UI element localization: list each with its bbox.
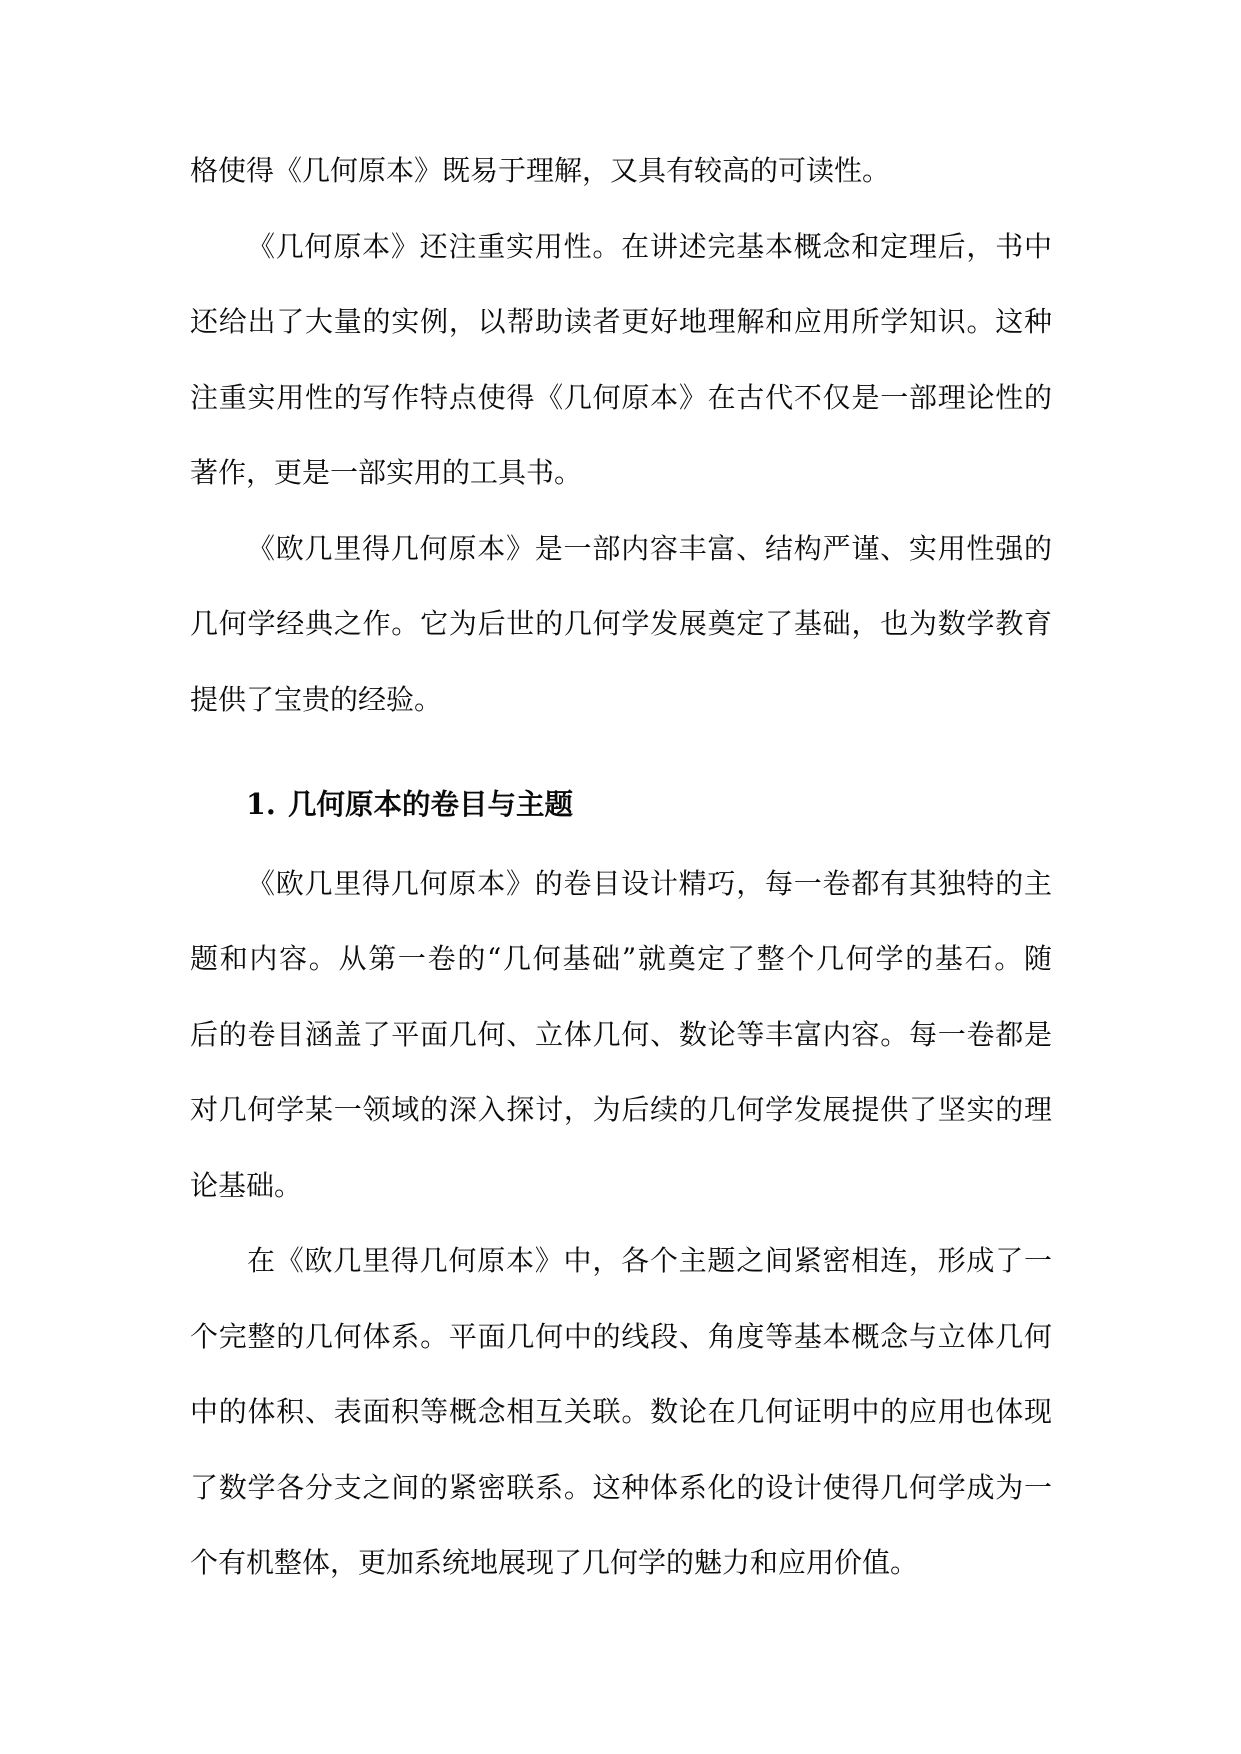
document-body: [190, 133, 1052, 1601]
paragraph: [190, 209, 1052, 511]
paragraph: [190, 511, 1052, 738]
paragraph: [190, 133, 1052, 209]
paragraph-line: 提供了宝贵的经验。: [190, 682, 443, 716]
paragraph-line: 了数学各分支之间的紧密联系。这种体系化的设计使得几何学成为一: [190, 1470, 1052, 1504]
paragraph-line: 在《欧几里得几何原本》中，各个主题之间紧密相连，形成了一: [247, 1244, 1052, 1277]
paragraph-line: 《欧几里得几何原本》的卷目设计精巧，每一卷都有其独特的主: [247, 866, 1052, 900]
paragraph: [190, 846, 1052, 1224]
paragraph-line: 论基础。: [190, 1168, 303, 1202]
paragraph-line: 题和内容。从第一卷的“几何基础”就奠定了整个几何学的基石。随: [190, 942, 1052, 975]
paragraph-line: 著作，更是一部实用的工具书。: [190, 456, 583, 489]
paragraph-line: 个有机整体，更加系统地展现了几何学的魅力和应用价值。: [190, 1546, 919, 1579]
paragraph-line: 《几何原本》还注重实用性。在讲述完基本概念和定理后，书中: [247, 229, 1052, 263]
paragraph-line: 格使得《几何原本》既易于理解，又具有较高的可读性。: [190, 154, 891, 187]
paragraph-line: 几何学经典之作。它为后世的几何学发展奠定了基础，也为数学教育: [190, 607, 1052, 640]
paragraph-line: 注重实用性的写作特点使得《几何原本》在古代不仅是一部理论性的: [190, 380, 1052, 414]
paragraph-line: 中的体积、表面积等概念相互关联。数论在几何证明中的应用也体现: [190, 1395, 1052, 1428]
paragraph-line: 后的卷目涵盖了平面几何、立体几何、数论等丰富内容。每一卷都是: [190, 1017, 1052, 1051]
section-heading: [190, 767, 1052, 843]
paragraph-line: 个完整的几何体系。平面几何中的线段、角度等基本概念与立体几何: [190, 1319, 1052, 1353]
section-number: 1.: [246, 787, 276, 821]
paragraph-line: 《欧几里得几何原本》是一部内容丰富、结构严谨、实用性强的: [247, 531, 1052, 565]
section-title: 几何原本的卷目与主题: [288, 787, 574, 821]
paragraph-line: 还给出了大量的实例，以帮助读者更好地理解和应用所学知识。这种: [190, 305, 1052, 338]
paragraph: [190, 1223, 1052, 1601]
paragraph-line: 对几何学某一领域的深入探讨，为后续的几何学发展提供了坚实的理: [190, 1093, 1052, 1126]
